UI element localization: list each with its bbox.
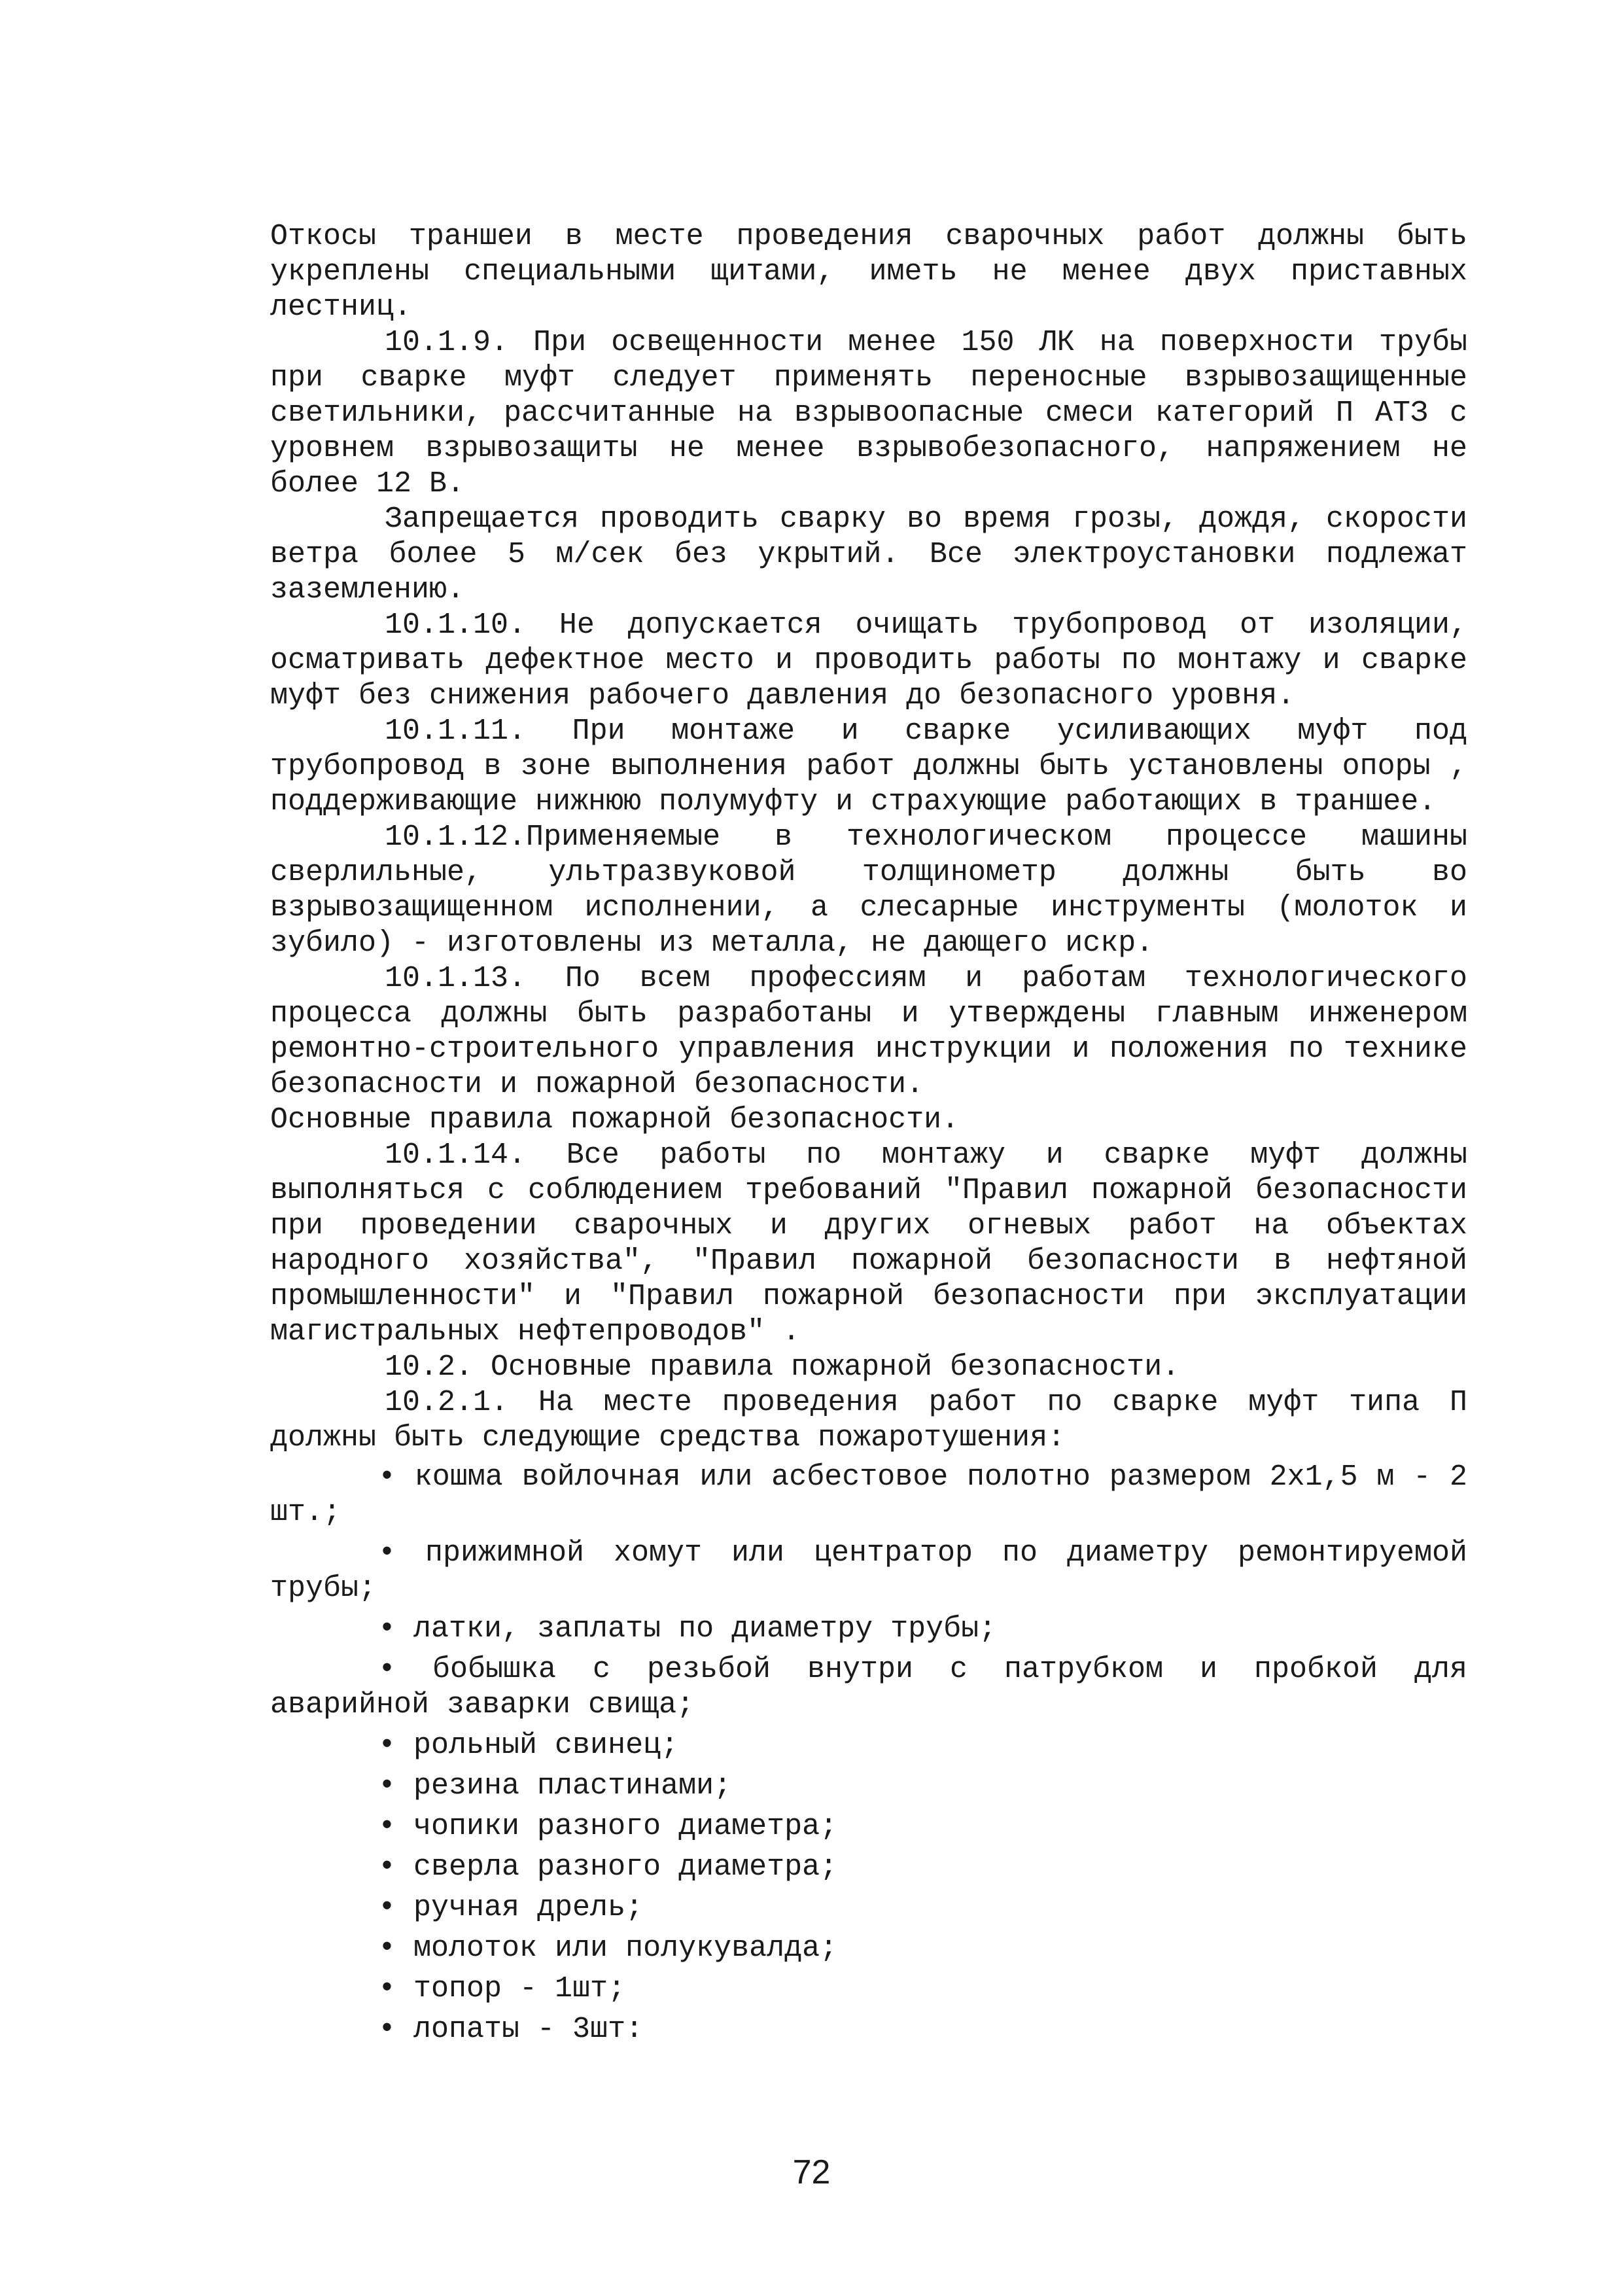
document-page	[270, 219, 1467, 2053]
bullet-list	[270, 1460, 1467, 2047]
paragraph: Запрещается проводить сварку во время грозы, дождя, скорости ветра более 5 м/сек без укрытий. Все электроустановки подлежат заземлению.	[270, 503, 1467, 607]
paragraph: 10.1.9. При освещенности менее 150 ЛК на поверхности трубы при сварке муфт следует применять переносные взрывозащищенные светильники, рассчитанные на взрывоопасные смеси категорий П АТЗ с уровнем взрывозащиты не менее взрывобезопасного, напряжением не более 12 В.	[270, 326, 1467, 501]
list-item: • прижимной хомут или центратор по диаметру ремонтируемой трубы;	[270, 1536, 1467, 1606]
paragraph: 10.1.12.Применяемые в технологическом процессе машины сверлильные, ультразвуковой толщинометр должны быть во взрывозащищенном исполнении, а слесарные инструменты (молоток и зубило) - изготовлены из металла, не дающего искр.	[270, 821, 1467, 960]
section-heading: 10.2. Основные правила пожарной безопасности.	[385, 1351, 1180, 1384]
section-heading: Основные правила пожарной безопасности.	[270, 1103, 960, 1137]
list-item: • лопаты - 3шт:	[270, 2012, 1467, 2047]
list-item: • кошма войлочная или асбестовое полотно размером 2x1,5 м - 2 шт.;	[270, 1460, 1467, 1530]
paragraph: 10.1.13. По всем профессиям и работам технологического процесса должны быть разработаны и утверждены главным инженером ремонтно-строительного управления инструкции и положения по технике безопасности и пожарной безопасности.	[270, 962, 1467, 1101]
page-number: 72	[792, 2153, 831, 2191]
paragraph: 10.1.14. Все работы по монтажу и сварке муфт должны выполняться с соблюдением требований "Правил пожарной безопасности при проведении сварочных и других огневых работ на объектах народного хозяйства", "Правил пожарной безопасности в нефтяной промышленности" и "Правил пожарной безопасности при эксплуатации магистральных нефтепроводов" .	[270, 1139, 1467, 1349]
list-item: • ручная дрель;	[270, 1890, 1467, 1926]
list-item: • рольный свинец;	[270, 1728, 1467, 1763]
list-item: • бобышка с резьбой внутри с патрубком и пробкой для аварийной заварки свища;	[270, 1652, 1467, 1723]
list-item: • резина пластинами;	[270, 1769, 1467, 1804]
paragraph: 10.1.11. При монтаже и сварке усиливающих муфт под трубопровод в зоне выполнения работ должны быть установлены опоры , поддерживающие нижнюю полумуфту и страхующие работающих в траншее.	[270, 715, 1467, 819]
list-item: • чопики разного диаметра;	[270, 1809, 1467, 1845]
paragraph: 10.2.1. На месте проведения работ по сварке муфт типа П должны быть следующие средства пожаротушения:	[270, 1386, 1467, 1455]
paragraph: 10.1.10. Не допускается очищать трубопровод от изоляции, осматривать дефектное место и проводить работы по монтажу и сварке муфт без снижения рабочего давления до безопасного уровня.	[270, 609, 1467, 713]
list-item: • латки, заплаты по диаметру трубы;	[270, 1612, 1467, 1647]
list-item: • сверла разного диаметра;	[270, 1850, 1467, 1885]
list-item: • топор - 1шт;	[270, 1971, 1467, 2007]
list-item: • молоток или полукувалда;	[270, 1931, 1467, 1966]
body-text	[270, 219, 1467, 1456]
paragraph: Откосы траншеи в месте проведения сварочных работ должны быть укреплены специальными щитами, иметь не менее двух приставных лестниц.	[270, 220, 1467, 324]
